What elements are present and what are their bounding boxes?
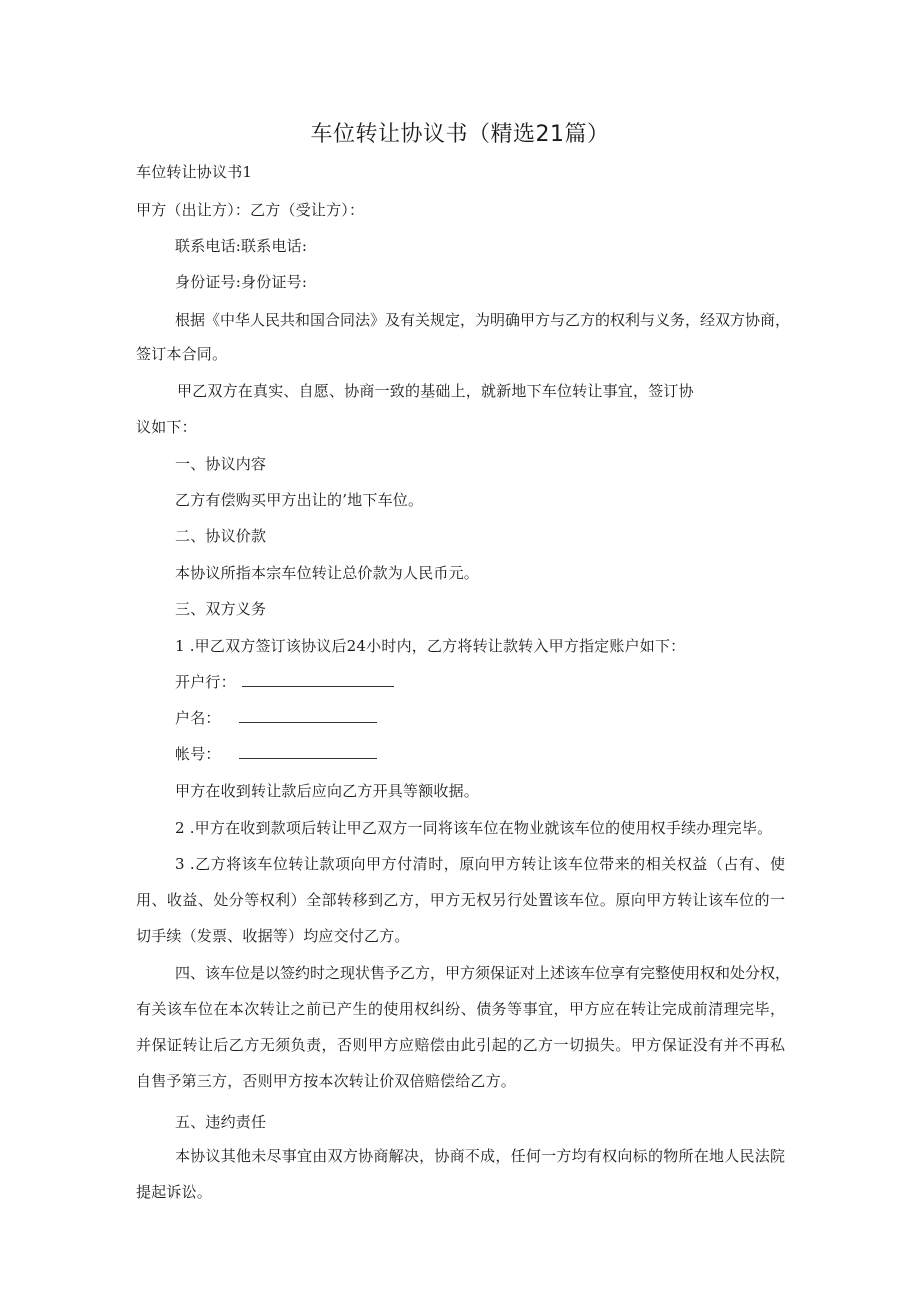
bank-field — [175, 672, 394, 692]
obligation-item-2: 2 .甲方在收到款项后转让甲乙双方一同将该车位在物业就该车位的使用权手续办理完毕。 — [175, 819, 773, 837]
account-name-label: 户名： — [175, 709, 221, 727]
intro2-paragraph-line-1: 甲乙双方在真实、自愿、协商一致的基础上，就新地下车位转让事宜，签订协 — [177, 382, 694, 400]
section-2-text: 本协议所指本宗车位转让总价款为人民币元。 — [175, 564, 480, 582]
account-no-field — [175, 744, 377, 764]
intro-paragraph-line-1: 根据《中华人民共和国合同法》及有关规定，为明确甲方与乙方的权利与义务，经双方协商， — [175, 311, 791, 329]
section-2-heading: 二、协议价款 — [175, 527, 267, 545]
section-4-line-4: 自售予第三方，否则甲方按本次转让价双倍赔偿给乙方。 — [136, 1072, 517, 1090]
account-no-blank-line — [239, 746, 377, 759]
intro-paragraph-line-2: 签订本合同。 — [136, 345, 228, 363]
account-name-blank-line — [239, 710, 377, 723]
bank-blank-line — [242, 674, 394, 687]
id-number-line: 身份证号:身份证号: — [175, 273, 308, 291]
section-4-line-3: 并保证转让后乙方无须负责，否则甲方应赔偿由此引起的乙方一切损失。甲方保证没有并不再私 — [136, 1036, 785, 1054]
section-5-line-1: 本协议其他未尽事宜由双方协商解决，协商不成，任何一方均有权向标的物所在地人民法院 — [175, 1147, 785, 1165]
section-1-heading: 一、协议内容 — [175, 455, 267, 473]
document-title: 车位转让协议书（精选21篇） — [310, 122, 610, 147]
section-4-line-1: 四、该车位是以签约时之现状售予乙方，甲方须保证对上述该车位享有完整使用权和处分权， — [175, 964, 791, 982]
section-4-line-2: 有关该车位在本次转让之前已产生的使用权纠纷、债务等事宜，甲方应在转让完成前清理完毕， — [136, 1000, 785, 1018]
section-5-line-2: 提起诉讼。 — [136, 1183, 213, 1201]
obligation-item-3-line-3: 切手续（发票、收据等）均应交付乙方。 — [136, 927, 410, 945]
obligation-item-3-line-2: 用、收益、处分等权利）全部转移到乙方，甲方无权另行处置该车位。原向甲方转让该车位的一 — [136, 891, 785, 909]
intro2-paragraph-line-2: 议如下： — [136, 418, 197, 436]
account-no-label: 帐号： — [175, 745, 221, 763]
section-3-heading: 三、双方义务 — [175, 600, 267, 618]
document-subtitle: 车位转让协议书1 — [136, 163, 253, 181]
receipt-text: 甲方在收到转让款后应向乙方开具等额收据。 — [175, 782, 480, 800]
account-name-field — [175, 708, 377, 728]
obligation-item-3-line-1: 3 .乙方将该车位转让款项向甲方付清时，原向甲方转让该车位带来的相关权益（占有、使 — [175, 855, 785, 873]
section-1-text: 乙方有偿购买甲方出让的’地下车位。 — [175, 491, 424, 509]
bank-label: 开户行： — [175, 673, 236, 691]
parties-line: 甲方（出让方）：乙方（受让方）： — [136, 201, 365, 219]
section-5-heading: 五、违约责任 — [175, 1113, 267, 1131]
obligation-item-1: 1 .甲乙双方签订该协议后24小时内，乙方将转让款转入甲方指定账户如下： — [175, 637, 686, 655]
phone-line: 联系电话:联系电话: — [175, 237, 308, 255]
